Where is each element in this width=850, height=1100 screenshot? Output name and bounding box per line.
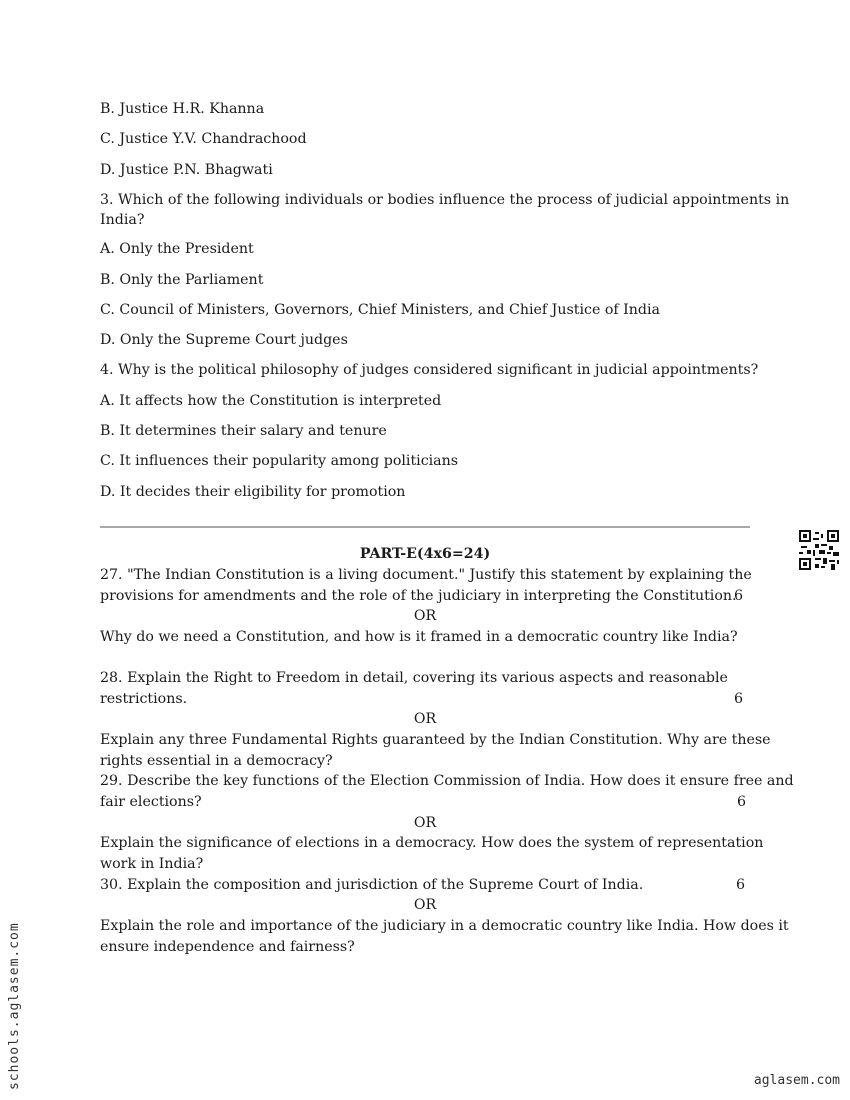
footer-watermark: aglasem.com (753, 1073, 840, 1088)
q3-option-c: C. Council of Ministers, Governors, Chief Ministers, and Chief Justice of India (100, 302, 660, 318)
q4-option-c: C. It influences their popularity among politicians (100, 453, 459, 469)
q30-text-line1: 30. Explain the composition and jurisdiction of the Supreme Court of India. (100, 877, 644, 893)
q29-alt-line2: work in India? (100, 856, 204, 872)
q30-alt-line2: ensure independence and fairness? (100, 939, 355, 955)
q27-text-line1: 27. "The Indian Constitution is a living document." Justify this statement by explaining the (100, 567, 752, 583)
q28-alt-line2: rights essential in a democracy? (100, 753, 333, 769)
q30-marks: 6 (736, 877, 746, 893)
q4-option-b: B. It determines their salary and tenure (100, 423, 387, 439)
q29-marks: 6 (737, 794, 747, 810)
q2-option-c: C. Justice Y.V. Chandrachood (100, 131, 307, 147)
q28-marks: 6 (734, 691, 744, 707)
q29-text-line1: 29. Describe the key functions of the Election Commission of India. How does it ensure free and (100, 773, 794, 789)
q3-option-d: D. Only the Supreme Court judges (100, 332, 348, 348)
q30-or: OR (413, 897, 437, 913)
part-e-heading: PART-E(4x6=24) (359, 546, 491, 562)
q27-marks: 6 (734, 588, 744, 604)
q28-text-line2: restrictions. (100, 691, 188, 707)
q3-option-b: B. Only the Parliament (100, 272, 264, 288)
q4-text: 4. Why is the political philosophy of judges considered significant in judicial appointments? (100, 362, 759, 378)
q3-text-line2: India? (100, 212, 145, 228)
q27-or: OR (413, 608, 437, 624)
q27-alt: Why do we need a Constitution, and how is it framed in a democratic country like India? (100, 629, 738, 645)
side-watermark: schools.aglasem.com (7, 922, 22, 1090)
q3-option-a: A. Only the President (100, 241, 254, 257)
q27-text-line2: provisions for amendments and the role of the judiciary in interpreting the Constitution. (100, 588, 737, 604)
q30-alt-line1: Explain the role and importance of the judiciary in a democratic country like India. How does it (100, 918, 789, 934)
q29-text-line2: fair elections? (100, 794, 202, 810)
q29-or: OR (413, 815, 437, 831)
q2-option-d: D. Justice P.N. Bhagwati (100, 162, 273, 178)
q3-text-line1: 3. Which of the following individuals or bodies influence the process of judicial appointments in (100, 192, 790, 208)
q4-option-a: A. It affects how the Constitution is interpreted (100, 393, 442, 409)
q29-alt-line1: Explain the significance of elections in a democracy. How does the system of representation (100, 835, 764, 851)
qr-code-icon (799, 530, 839, 570)
q2-option-b: B. Justice H.R. Khanna (100, 101, 265, 117)
q28-text-line1: 28. Explain the Right to Freedom in detail, covering its various aspects and reasonable (100, 670, 728, 686)
q28-or: OR (413, 711, 437, 727)
section-divider (100, 526, 750, 528)
q4-option-d: D. It decides their eligibility for promotion (100, 484, 406, 500)
q28-alt-line1: Explain any three Fundamental Rights guaranteed by the Indian Constitution. Why are these (100, 732, 771, 748)
